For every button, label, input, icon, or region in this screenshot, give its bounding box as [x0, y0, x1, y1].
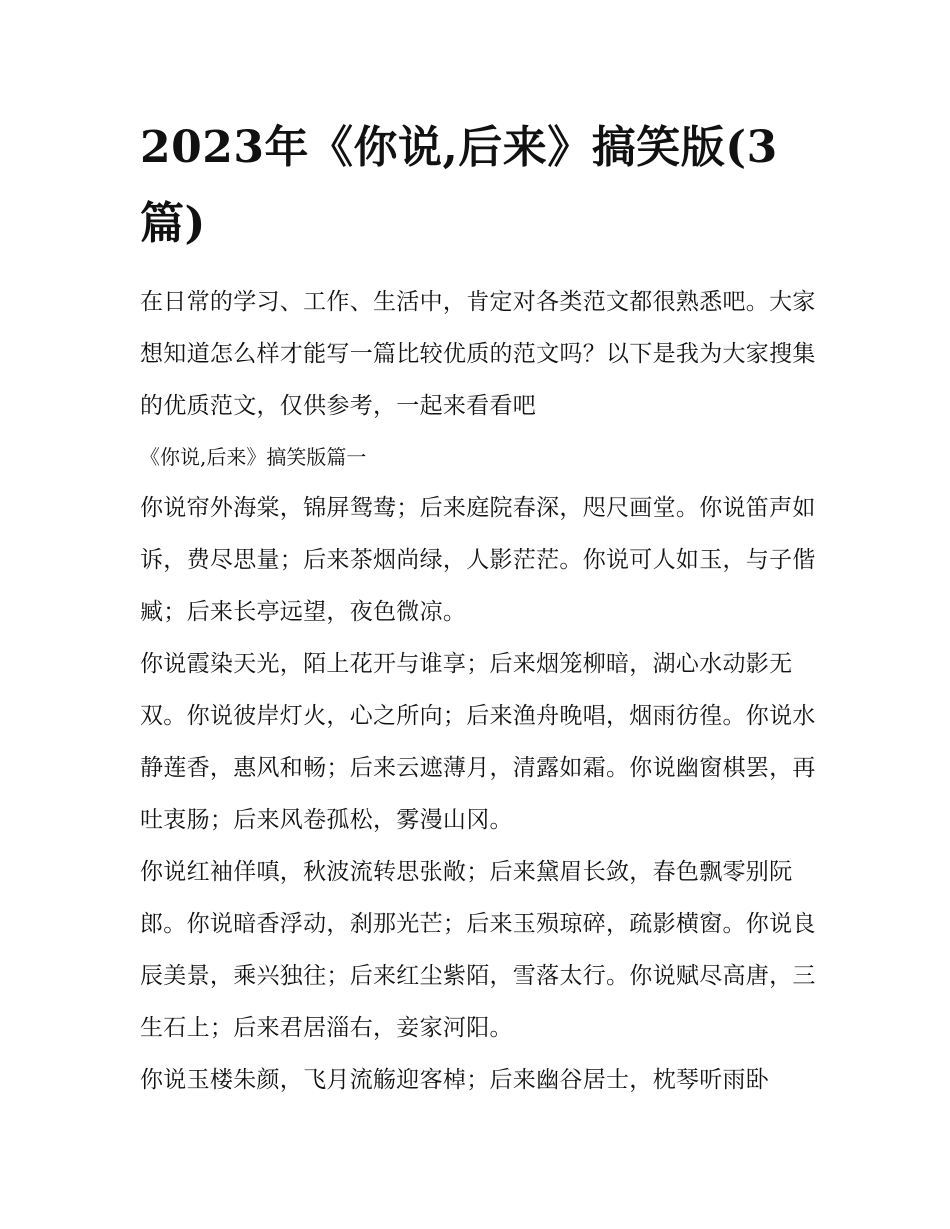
body-paragraph-2: 你说霞染天光，陌上花开与谁享；后来烟笼柳暗，湖心水动影无双。你说彼岸灯火，心之所向；后来渔舟晚唱，烟雨彷徨。你说水静莲香，惠风和畅；后来云遮薄月，清露如霜。你说幽窗棋罢，再吐衷肠；后来风卷孤松，雾漫山冈。 — [140, 651, 816, 833]
body-paragraph-4: 你说玉楼朱颜，飞月流觞迎客棹；后来幽谷居士，枕琴听雨卧 — [140, 1067, 770, 1093]
document-page — [140, 110, 820, 1106]
body-paragraph-3: 你说红袖佯嗔，秋波流转思张敞；后来黛眉长敛，春色飘零别阮郎。你说暗香浮动，刹那光芒；后来玉殒琼碎，疏影横窗。你说良辰美景，乘兴独往；后来红尘紫陌，雪落太行。你说赋尽高唐，三生石上；后来君居淄右，妾家河阳。 — [140, 859, 816, 1041]
intro-paragraph: 在日常的学习、工作、生活中，肯定对各类范文都很熟悉吧。大家想知道怎么样才能写一篇比较优质的范文吗？以下是我为大家搜集的优质范文，仅供参考，一起来看看吧 — [140, 289, 816, 419]
document-title: 2023年《你说,后来》搞笑版(3篇) — [140, 122, 778, 249]
section-heading: 《你说,后来》搞笑版篇一 — [140, 445, 367, 469]
body-paragraph-1: 你说帘外海棠，锦屏鸳鸯；后来庭院春深，咫尺画堂。你说笛声如诉，费尽思量；后来茶烟尚绿，人影茫茫。你说可人如玉，与子偕臧；后来长亭远望，夜色微凉。 — [140, 495, 816, 625]
